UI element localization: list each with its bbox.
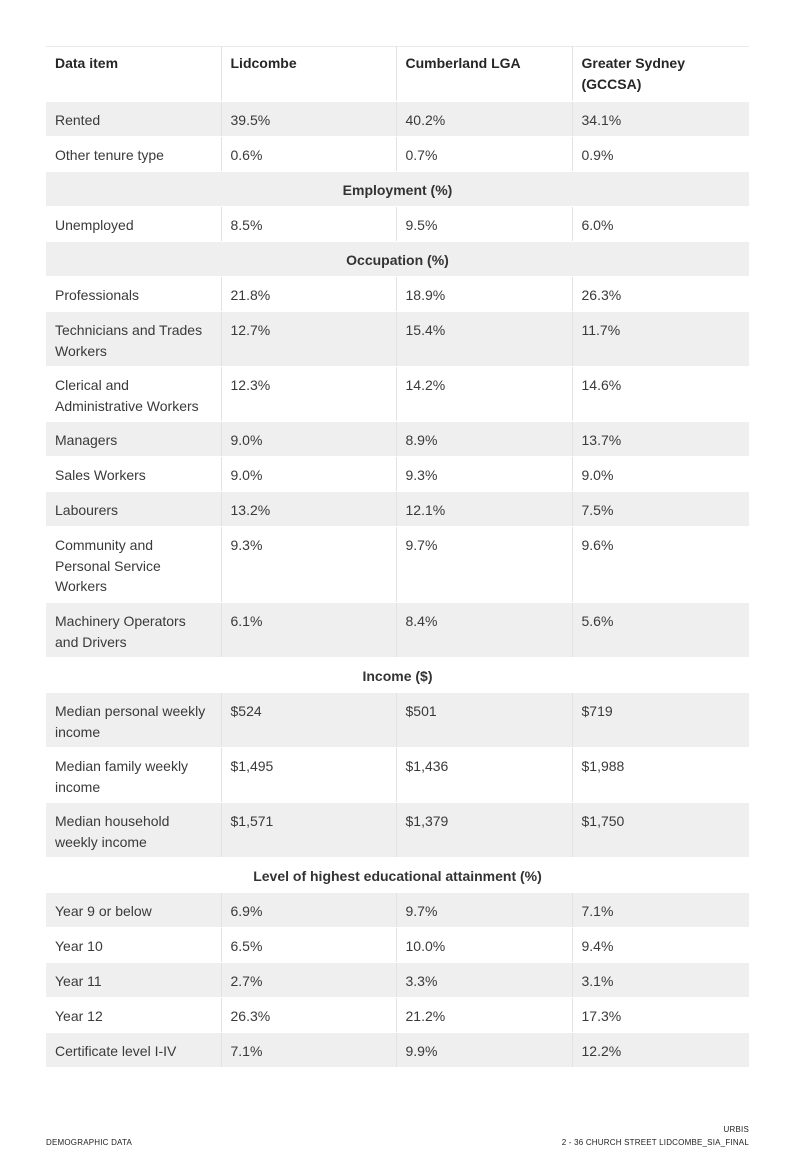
greater-sydney-cell: 17.3% xyxy=(572,998,749,1033)
table-row xyxy=(46,603,749,658)
greater-sydney-cell: 34.1% xyxy=(572,102,749,137)
lidcombe-cell: 7.1% xyxy=(221,1033,396,1068)
greater-sydney-cell: 13.7% xyxy=(572,422,749,457)
data-item-cell: Rented xyxy=(46,102,221,137)
section-header: Employment (%) xyxy=(46,172,749,207)
header-data-item: Data item xyxy=(46,47,221,102)
greater-sydney-cell: $1,750 xyxy=(572,803,749,858)
lidcombe-cell: $1,571 xyxy=(221,803,396,858)
footer-section-title: DEMOGRAPHIC DATA xyxy=(46,1138,133,1147)
cumberland-cell: 9.3% xyxy=(396,457,572,492)
data-item-cell: Labourers xyxy=(46,492,221,527)
greater-sydney-cell: 6.0% xyxy=(572,207,749,242)
cumberland-cell: 0.7% xyxy=(396,137,572,172)
section-header-row xyxy=(46,858,749,893)
lidcombe-cell: 0.6% xyxy=(221,137,396,172)
table-row xyxy=(46,277,749,312)
cumberland-cell: $1,436 xyxy=(396,748,572,803)
data-item-cell: Year 11 xyxy=(46,963,221,998)
cumberland-cell: 21.2% xyxy=(396,998,572,1033)
cumberland-cell: 18.9% xyxy=(396,277,572,312)
greater-sydney-cell: 7.1% xyxy=(572,893,749,928)
table-row xyxy=(46,748,749,803)
greater-sydney-cell: 3.1% xyxy=(572,963,749,998)
table-row xyxy=(46,527,749,603)
header-lidcombe: Lidcombe xyxy=(221,47,396,102)
section-header: Income ($) xyxy=(46,658,749,693)
table-row xyxy=(46,492,749,527)
greater-sydney-cell: 9.0% xyxy=(572,457,749,492)
cumberland-cell: $1,379 xyxy=(396,803,572,858)
data-item-cell: Unemployed xyxy=(46,207,221,242)
lidcombe-cell: 9.3% xyxy=(221,527,396,603)
cumberland-cell: 14.2% xyxy=(396,367,572,422)
greater-sydney-cell: $719 xyxy=(572,693,749,748)
data-item-cell: Community and Personal Service Workers xyxy=(46,527,221,603)
data-item-cell: Year 12 xyxy=(46,998,221,1033)
section-header-row xyxy=(46,242,749,277)
lidcombe-cell: 9.0% xyxy=(221,457,396,492)
lidcombe-cell: 6.9% xyxy=(221,893,396,928)
table-row xyxy=(46,137,749,172)
table-row xyxy=(46,963,749,998)
cumberland-cell: $501 xyxy=(396,693,572,748)
lidcombe-cell: $1,495 xyxy=(221,748,396,803)
cumberland-cell: 9.9% xyxy=(396,1033,572,1068)
table-row xyxy=(46,803,749,858)
table-row xyxy=(46,312,749,367)
lidcombe-cell: 8.5% xyxy=(221,207,396,242)
table-row xyxy=(46,457,749,492)
greater-sydney-cell: 9.4% xyxy=(572,928,749,963)
cumberland-cell: 15.4% xyxy=(396,312,572,367)
section-header: Occupation (%) xyxy=(46,242,749,277)
data-item-cell: Clerical and Administrative Workers xyxy=(46,367,221,422)
cumberland-cell: 40.2% xyxy=(396,102,572,137)
data-item-cell: Median family weekly income xyxy=(46,748,221,803)
cumberland-cell: 10.0% xyxy=(396,928,572,963)
data-item-cell: Sales Workers xyxy=(46,457,221,492)
lidcombe-cell: 9.0% xyxy=(221,422,396,457)
table-row xyxy=(46,1033,749,1068)
data-item-cell: Median personal weekly income xyxy=(46,693,221,748)
data-item-cell: Managers xyxy=(46,422,221,457)
header-greater-sydney: Greater Sydney (GCCSA) xyxy=(572,47,749,102)
cumberland-cell: 9.5% xyxy=(396,207,572,242)
data-item-cell: Machinery Operators and Drivers xyxy=(46,603,221,658)
data-item-cell: Year 10 xyxy=(46,928,221,963)
greater-sydney-cell: 9.6% xyxy=(572,527,749,603)
greater-sydney-cell: 26.3% xyxy=(572,277,749,312)
greater-sydney-cell: 7.5% xyxy=(572,492,749,527)
lidcombe-cell: 12.7% xyxy=(221,312,396,367)
table-row xyxy=(46,893,749,928)
cumberland-cell: 3.3% xyxy=(396,963,572,998)
lidcombe-cell: 6.5% xyxy=(221,928,396,963)
lidcombe-cell: 26.3% xyxy=(221,998,396,1033)
greater-sydney-cell: 5.6% xyxy=(572,603,749,658)
demographic-data-table xyxy=(46,46,749,1068)
cumberland-cell: 8.4% xyxy=(396,603,572,658)
lidcombe-cell: 6.1% xyxy=(221,603,396,658)
greater-sydney-cell: 12.2% xyxy=(572,1033,749,1068)
table-body xyxy=(46,102,749,1068)
section-header-row xyxy=(46,658,749,693)
cumberland-cell: 9.7% xyxy=(396,527,572,603)
greater-sydney-cell: $1,988 xyxy=(572,748,749,803)
lidcombe-cell: 39.5% xyxy=(221,102,396,137)
greater-sydney-cell: 14.6% xyxy=(572,367,749,422)
header-cumberland-lga: Cumberland LGA xyxy=(396,47,572,102)
section-header: Level of highest educational attainment (%) xyxy=(46,858,749,893)
table-row xyxy=(46,998,749,1033)
lidcombe-cell: 13.2% xyxy=(221,492,396,527)
table-row xyxy=(46,367,749,422)
lidcombe-cell: 2.7% xyxy=(221,963,396,998)
section-header-row xyxy=(46,172,749,207)
cumberland-cell: 12.1% xyxy=(396,492,572,527)
lidcombe-cell: 21.8% xyxy=(221,277,396,312)
table-row xyxy=(46,928,749,963)
footer-brand: URBIS xyxy=(723,1125,749,1134)
table-row xyxy=(46,102,749,137)
footer-document-name: 2 - 36 CHURCH STREET LIDCOMBE_SIA_FINAL xyxy=(561,1138,749,1147)
table-row xyxy=(46,693,749,748)
table-row xyxy=(46,207,749,242)
data-item-cell: Technicians and Trades Workers xyxy=(46,312,221,367)
lidcombe-cell: $524 xyxy=(221,693,396,748)
data-item-cell: Median household weekly income xyxy=(46,803,221,858)
data-item-cell: Year 9 or below xyxy=(46,893,221,928)
data-item-cell: Certificate level I-IV xyxy=(46,1033,221,1068)
cumberland-cell: 8.9% xyxy=(396,422,572,457)
greater-sydney-cell: 0.9% xyxy=(572,137,749,172)
table-header-row xyxy=(46,47,749,102)
greater-sydney-cell: 11.7% xyxy=(572,312,749,367)
table-row xyxy=(46,422,749,457)
data-item-cell: Professionals xyxy=(46,277,221,312)
lidcombe-cell: 12.3% xyxy=(221,367,396,422)
data-item-cell: Other tenure type xyxy=(46,137,221,172)
cumberland-cell: 9.7% xyxy=(396,893,572,928)
